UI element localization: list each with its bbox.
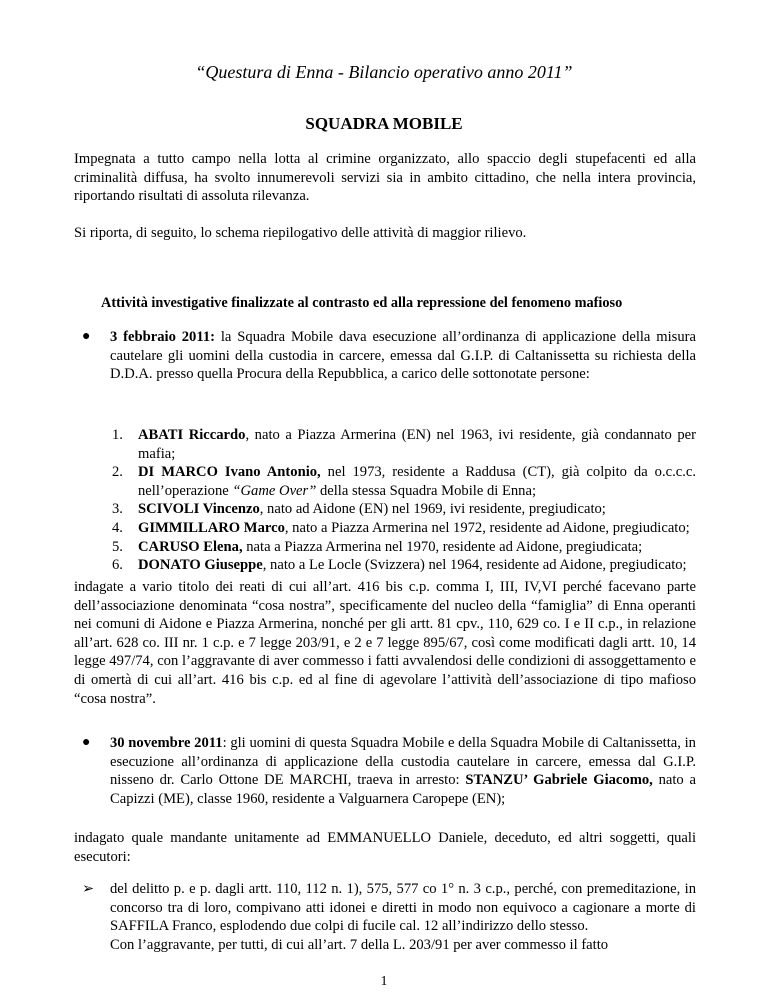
list-item: 3. SCIVOLI Vincenzo, nato ad Aidone (EN) nel 1969, ivi residente, pregiudicato; (112, 501, 606, 518)
section-heading: Attività investigative finalizzate al contrasto ed alla repressione del fenomeno mafioso (101, 295, 623, 311)
person-name: ABATI Riccardo (138, 427, 246, 443)
person-name: SCIVOLI Vincenzo (138, 501, 260, 518)
list-item: 1. ABATI Riccardo, nato a Piazza Armerina (EN) nel 1963, ivi residente, già condannato per mafia; (112, 427, 696, 462)
indagato-paragraph: indagato quale mandante unitamente ad EMMANUELLO Daniele, deceduto, ed altri soggetti, quali esecutori: (74, 830, 696, 865)
arrow-bullet-icon: ➢ (82, 881, 95, 897)
person-name: DONATO Giuseppe (138, 557, 263, 574)
person-name: STANZU’ Gabriele Giacomo, (465, 772, 653, 789)
summary-paragraph: Si riporta, di seguito, lo schema riepilogativo delle attività di maggior rilievo. (74, 225, 527, 241)
bullet-text: la Squadra Mobile dava esecuzione all’ordinanza di applicazione della misura cautelare gli uomini della custodia in carcere, emessa dal G.I.P. di Caltanissetta su richiesta della D.D.A. presso quella Procura della Repubblica, a carico delle sottonotate persone: (110, 329, 696, 383)
list-item: 6. DONATO Giuseppe, nato a Le Locle (Svizzera) nel 1964, residente ad Aidone, pregiudicato; (112, 557, 687, 574)
bullet-date: 3 febbraio 2011: (110, 329, 215, 345)
person-name: DI MARCO Ivano Antonio, (138, 464, 321, 481)
document-header: “Questura di Enna - Bilancio operativo anno 2011” (195, 62, 573, 82)
person-name: CARUSO Elena, (138, 538, 243, 555)
indagate-paragraph: indagate a vario titolo dei reati di cui all’art. 416 bis c.p. comma I, III, IV,VI perché facevano parte dell’associazione denominata “cosa nostra”, specificamente del nucleo della “famiglia” di Enna operanti nei comuni di Aidone e Piazza Armerina, nonché per gli artt. 81 cpv., 110, 629 co. I e II c.p., in relazione all’art. 628 co. III nr. 1 c.p. e 7 legge 203/91, e 2 e 7 legge 895/67, così come modificati dagli artt. 10, 14 legge 497/74, con l’aggravante di aver commesso i fatti avvalendosi delle condizioni di assoggettamento e di omertà di cui all’art. 416 bis c.p. ed al fine di agevolare l’attività dell’associazione di tipo mafioso “cosa nostra”. (74, 579, 696, 707)
bullet-item-nov: ● 30 novembre 2011: gli uomini di questa Squadra Mobile e della Squadra Mobile di Caltanissetta, in esecuzione all’ordinanza di applicazione della custodia cautelare in carcere, emessa dal G.I.P. nisseno dr. Carlo Ottone DE MARCHI, traeva in arresto: STANZU’ Gabriele Giacomo, nato a Capizzi (ME), classe 1960, residente a Valguarnera Caropepe (EN); (82, 735, 697, 807)
person-name: GIMMILLARO Marco (138, 519, 285, 536)
intro-paragraph: Impegnata a tutto campo nella lotta al crimine organizzato, allo spaccio degli stupefacenti ed alla criminalità diffusa, ha svolto innumerevoli servizi sia in ambito cittadino, che nella intera provincia, riportando risultati di assoluta rilevanza. (74, 151, 696, 205)
bullet-icon: ● (82, 329, 91, 344)
bullet-date: 30 novembre 2011 (110, 735, 223, 751)
list-item: 4. GIMMILLARO Marco, nato a Piazza Armerina nel 1972, residente ad Aidone, pregiudicato; (112, 519, 690, 536)
list-item: 2. DI MARCO Ivano Antonio, nel 1973, residente a Raddusa (CT), già colpito da o.c.c.c. nell’operazione “Game Over” della stessa Squadra Mobile di Enna; (112, 464, 696, 499)
page-number: 1 (380, 974, 388, 989)
bullet-item-feb (82, 328, 696, 384)
list-item: 5. CARUSO Elena, nata a Piazza Armerina nel 1970, residente ad Aidone, pregiudicata; (112, 538, 643, 555)
arrow-list-item: ➢ del delitto p. e p. dagli artt. 110, 112 n. 1), 575, 577 co 1° n. 3 c.p., perché, con premeditazione, in concorso tra di loro, compivano atti idonei e diretti in modo non equivoco a cagionare a morte di SAFFILA Franco, esplodendo due colpi di fucile cal. 12 all’indirizzo dello stesso. Con l’aggravante, per tutti, di cui all’art. 7 della L. 203/91 per aver commesso il fatto (82, 881, 696, 953)
bullet-text: : gli uomini di questa Squadra Mobile e della Squadra Mobile di Caltanissetta, in esecuzione all’ordinanza di applicazione della custodia cautelare in carcere, emessa dal G.I.P. nisseno dr. Carlo Ottone DE MARCHI, traeva in arresto: (110, 735, 696, 789)
section-title: SQUADRA MOBILE (305, 114, 463, 133)
bullet-icon: ● (82, 735, 91, 750)
persons-list (112, 426, 696, 575)
